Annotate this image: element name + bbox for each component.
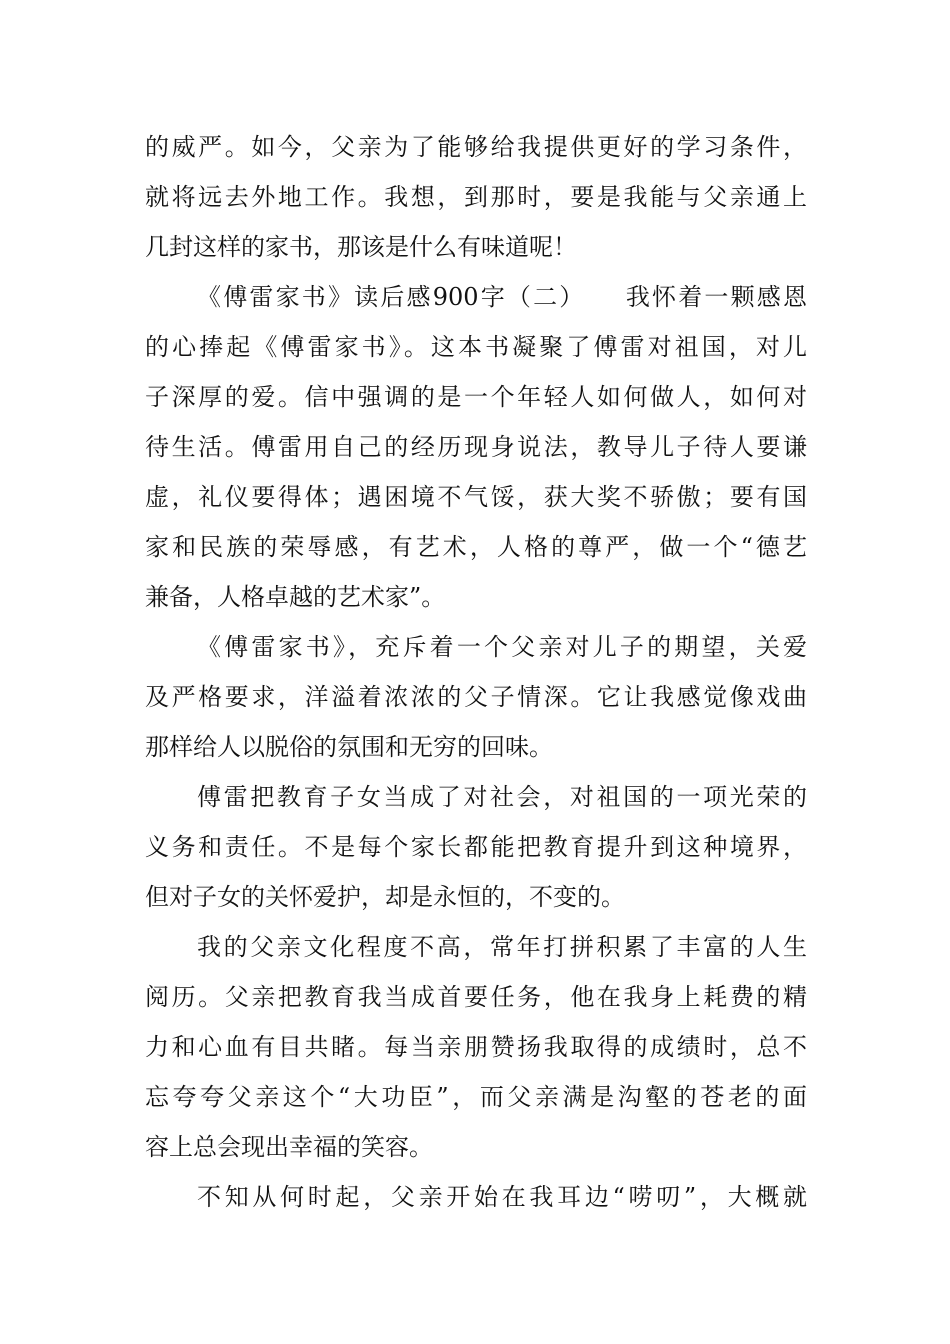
text-line: 虚，礼仪要得体；遇困境不气馁，获大奖不骄傲；要有国 xyxy=(145,483,807,511)
text-line: 阅历。父亲把教育我当成首要任务，他在我身上耗费的精 xyxy=(145,983,807,1011)
text-line: 的威严。如今，父亲为了能够给我提供更好的学习条件， xyxy=(145,133,807,161)
text-line: 及严格要求，洋溢着浓浓的父子情深。它让我感觉像戏曲 xyxy=(145,683,807,711)
paragraph-5 xyxy=(145,922,807,1172)
text-line: 傅雷把教育子女当成了对社会，对祖国的一项光荣的 xyxy=(197,783,807,811)
text-line: 《傅雷家书》，充斥着一个父亲对儿子的期望，关爱 xyxy=(197,633,807,661)
paragraph-6 xyxy=(145,1172,807,1222)
text-line: 家和民族的荣辱感，有艺术，人格的尊严，做一个“德艺 xyxy=(145,533,807,561)
paragraph-4 xyxy=(145,772,807,922)
text-line: 几封这样的家书，那该是什么有味道呢！ xyxy=(145,233,577,261)
paragraph-3 xyxy=(145,622,807,772)
text-line: 忘夸夸父亲这个“大功臣”，而父亲满是沟壑的苍老的面 xyxy=(145,1083,807,1111)
text-line: 但对子女的关怀爱护，却是永恒的，不变的。 xyxy=(145,883,625,911)
text-line: 力和心血有目共睹。每当亲朋赞扬我取得的成绩时，总不 xyxy=(145,1033,807,1061)
text-line: 子深厚的爱。信中强调的是一个年轻人如何做人，如何对 xyxy=(145,383,807,411)
text-line: 不知从何时起，父亲开始在我耳边“唠叨”，大概就 xyxy=(197,1183,807,1211)
text-line: 义务和责任。不是每个家长都能把教育提升到这种境界， xyxy=(145,833,807,861)
text-line: 容上总会现出幸福的笑容。 xyxy=(145,1133,433,1161)
text-line: 待生活。傅雷用自己的经历现身说法，教导儿子待人要谦 xyxy=(145,433,807,461)
text-line: 那样给人以脱俗的氛围和无穷的回味。 xyxy=(145,733,553,761)
paragraph-2 xyxy=(145,272,807,622)
text-line: 的心捧起《傅雷家书》。这本书凝聚了傅雷对祖国，对儿 xyxy=(145,333,807,361)
text-line: 我的父亲文化程度不高，常年打拼积累了丰富的人生 xyxy=(197,933,807,961)
text-line: 兼备，人格卓越的艺术家”。 xyxy=(145,583,446,611)
section-heading-line: 《傅雷家书》读后感900字（二） 我怀着一颗感恩 xyxy=(197,283,807,311)
document-body xyxy=(145,122,807,1222)
text-line: 就将远去外地工作。我想，到那时，要是我能与父亲通上 xyxy=(145,183,807,211)
paragraph-1 xyxy=(145,122,807,272)
